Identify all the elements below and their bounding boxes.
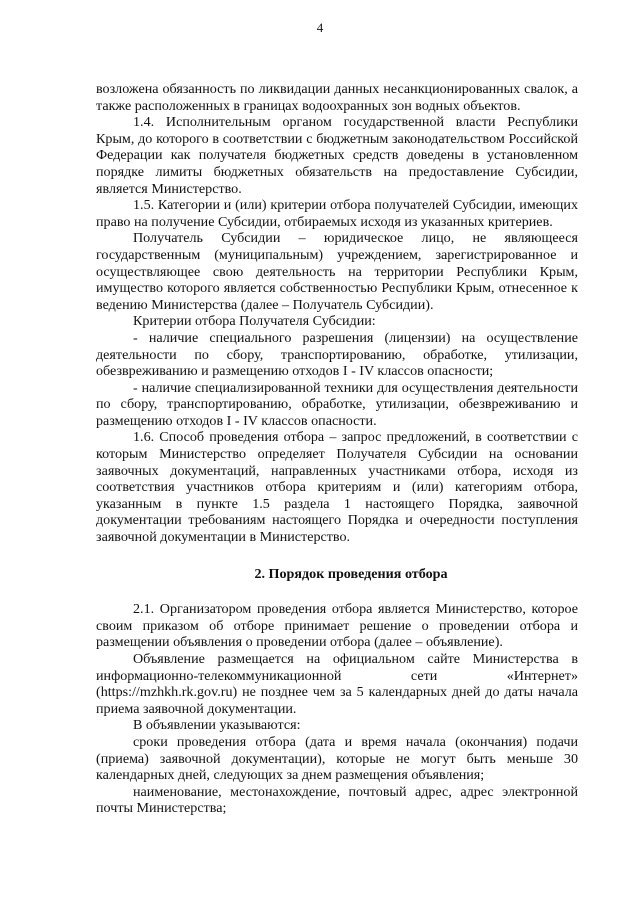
paragraph-name-address: наименование, местонахождение, почтовый адрес, адрес электронной почты Министерства;	[96, 783, 578, 817]
document-body	[96, 81, 578, 817]
section-2-heading: 2. Порядок проведения отбора	[254, 565, 448, 582]
paragraph-continuation: возложена обязанность по ликвидации данных несанкционированных свалок, а также расположенных в границах водоохранных зон водных объектов.	[96, 81, 578, 114]
paragraph-criteria: Критерии отбора Получателя Субсидии:	[133, 313, 376, 330]
section-1-continuation	[96, 81, 578, 546]
paragraph-recipient: Получатель Субсидии – юридическое лицо, не являющееся государственным (муниципальным) учреждением, зарегистрированное и осуществляющее свою деятельность на территории Республики Крым, имущество которого является собственностью Республики Крым, отнесенное к ведению Министерства (далее – Получатель Субсидии).	[96, 230, 578, 313]
paragraph-announcement: Объявление размещается на официальном сайте Министерства в информационно-телекоммуникационной сети «Интернет» (https://mzhkh.rk.gov.ru) не позднее чем за 5 календарных дней до даты начала приема заявочной документации.	[96, 651, 578, 717]
paragraph-criteria-1: - наличие специального разрешения (лицензии) на осуществление деятельности по сбору, транспортированию, обработке, утилизации, обезвреживанию и размещению отходов I - IV классов опасности;	[96, 329, 578, 380]
paragraph-1-5: 1.5. Категории и (или) критерии отбора получателей Субсидии, имеющих право на получение Субсидии, отбираемых исходя из указанных критериев.	[96, 197, 578, 230]
page-number: 4	[316, 20, 324, 35]
paragraph-1-6: 1.6. Способ проведения отбора – запрос предложений, в соответствии с которым Министерство определяет Получателя Субсидии на основании заявочных документаций, направленных участниками отбора, исходя из соответствия участников отбора критериям и (или) категориям отбора, указанным в пункте 1.5 раздела 1 настоящего Порядка, заявочной документации требованиям настоящего Порядка и очередности поступления заявочной документации в Министерство.	[96, 429, 578, 546]
paragraph-terms: сроки проведения отбора (дата и время начала (окончания) подачи (приема) заявочной документации), которые не могут быть меньше 30 календарных дней, следующих за днем размещения объявления;	[96, 733, 578, 784]
paragraph-2-1: 2.1. Организатором проведения отбора является Министерство, которое своим приказом об отборе принимает решение о проведении отбора и размещении объявления о проведении отбора (далее – объявление).	[96, 601, 578, 651]
section-2-body	[96, 601, 578, 817]
paragraph-1-4: 1.4. Исполнительным органом государственной власти Республики Крым, до которого в соответствии с бюджетным законодательством Российской Федерации как получателя бюджетных средств доведены в установленном порядке лимиты бюджетных обязательств на предоставление Субсидии, является Министерство.	[96, 114, 578, 197]
paragraph-criteria-2: - наличие специализированной техники для осуществления деятельности по сбору, транспортированию, обработке, утилизации, обезвреживанию и размещению отходов I - IV классов опасности.	[96, 379, 578, 429]
paragraph-announcement-contents: В объявлении указываются:	[133, 717, 301, 734]
